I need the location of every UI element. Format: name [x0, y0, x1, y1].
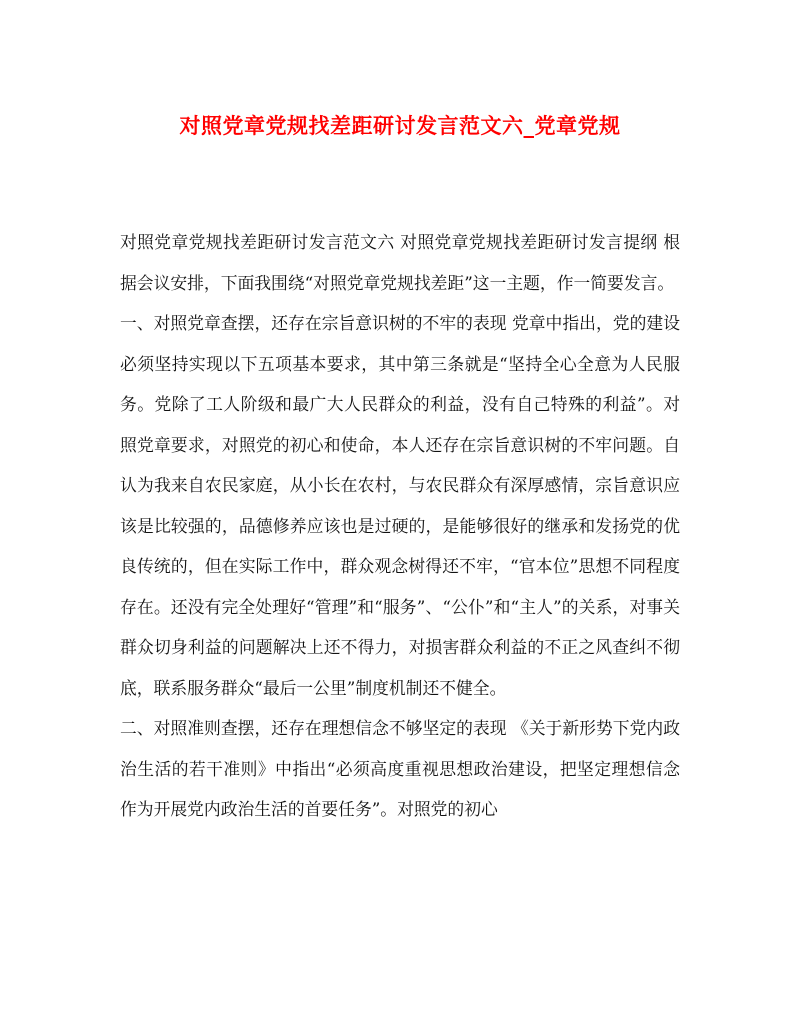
paragraph-section-one: 一、对照党章查摆，还存在宗旨意识树的不牢的表现 党章中指出，党的建设必须坚持实现以下五项基本要求，其中第三条就是“坚持全心全意为人民服务。党除了工人阶级和最广大人民群众的利益，没有自己特殊的利益”。对照党章要求，对照党的初心和使命，本人还存在宗旨意识树的不牢问题。自认为我来自农民家庭，从小长在农村，与农民群众有深厚感情，宗旨意识应该是比较强的，品德修养应该也是过硬的，是能够很好的继承和发扬党的优良传统的，但在实际工作中，群众观念树得还不牢，“官本位”思想不同程度存在。还没有完全处理好“管理”和“服务”、“公仆”和“主人”的关系，对事关群众切身利益的问题解决上还不得力，对损害群众利益的不正之风查纠不彻底，联系服务群众“最后一公里”制度机制还不健全。 — [120, 313, 680, 698]
paragraph-section-two: 二、对照准则查摆，还存在理想信念不够坚定的表现 《关于新形势下党内政治生活的若干准则》中指出“必须高度重视思想政治建设，把坚定理想信念作为开展党内政治生活的首要任务”。对照党的初心 — [120, 718, 680, 819]
document-title: 对照党章党规找差距研讨发言范文六_党章党规 — [179, 113, 621, 138]
document-body — [120, 222, 680, 830]
paragraph-intro: 对照党章党规找差距研讨发言范文六 对照党章党规找差距研讨发言提纲 根据会议安排，下面我围绕“对照党章党规找差距”这一主题，作一简要发言。 — [120, 232, 680, 293]
